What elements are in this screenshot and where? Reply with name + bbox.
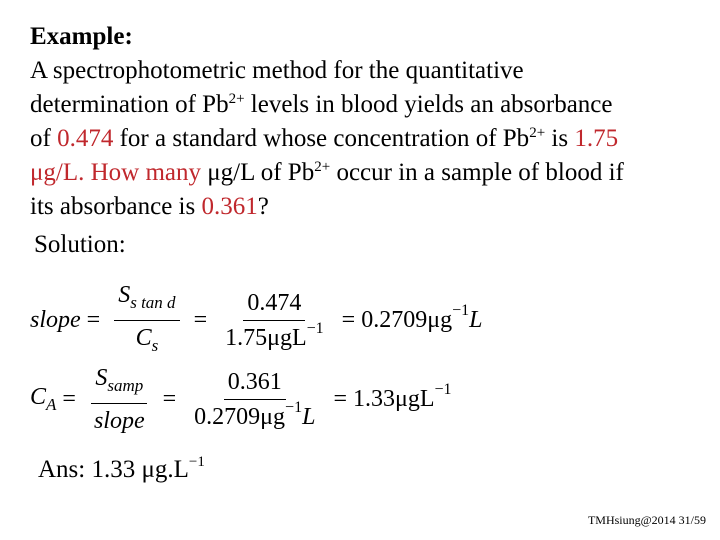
problem-line-4-end: occur in a sample of blood if [330,159,624,186]
sample-absorbance: 0.361 [201,193,258,220]
problem-line-1: A spectrophotometric method for the quantitative [30,57,524,84]
equals-sign: = [333,386,347,412]
problem-line-3-mid: for a standard whose concentration of Pb [113,125,530,152]
concentration-lhs [30,384,56,415]
problem-line-4-post: of Pb [254,159,315,186]
signal-symbol: S [95,365,108,391]
equals-sign: = [86,307,101,333]
fraction-numerator [91,363,147,404]
signal-symbol: S [118,282,131,308]
exponent: −1 [434,381,452,398]
answer-line [38,455,205,485]
problem-line-3-mid2: is [545,125,575,152]
concentration-subscript: s [151,336,159,355]
concentration-equation [30,363,452,436]
question-unit: μg/L [207,159,255,186]
ion-charge: 2+ [314,159,331,175]
concentration-value-fraction [190,367,319,432]
problem-line-3-pre: of [30,125,58,152]
question-phrase: How many [84,159,208,186]
problem-statement [30,20,700,224]
fraction-numerator: 0.474 [243,288,305,321]
fraction-denominator [221,321,328,353]
exponent: −1 [306,320,324,337]
equals-sign: = [341,307,356,333]
concentration-result [352,381,452,413]
result-unit: L [469,307,483,333]
fraction-denominator [190,400,319,432]
slope-definition-fraction [114,280,179,361]
signal-subscript: s tan d [130,293,176,312]
slope-result [361,302,483,334]
concentration-definition-fraction [90,363,149,436]
fraction-numerator: 0.361 [224,367,286,400]
example-heading: Example: [30,23,133,50]
slope-lhs: slope [30,307,81,333]
fraction-denominator [132,321,163,361]
fraction-numerator [114,280,179,321]
problem-line-2-post: levels in blood yields an absorbance [244,91,613,118]
exponent: −1 [285,399,303,416]
result-value: 1.33μgL [352,386,435,412]
ion-charge: 2+ [529,125,546,141]
standard-absorbance: 0.474 [57,125,114,152]
denominator-unit: L [302,404,316,430]
equals-sign: = [62,386,76,412]
answer-exponent: −1 [188,454,205,470]
problem-line-5-pre: its absorbance is [30,193,202,220]
problem-line-2-pre: determination of Pb [30,91,229,118]
denominator-value: 0.2709μg [194,404,286,430]
concentration-subscript: A [46,395,57,414]
problem-line-5-end: ? [257,193,269,220]
ion-charge: 2+ [228,91,245,107]
answer-text: Ans: 1.33 μg.L [38,456,189,483]
standard-concentration: 1.75 [574,125,619,152]
equals-sign: = [193,307,208,333]
slope-value-fraction [221,288,328,353]
result-value: 0.2709μg [361,307,453,333]
slope-equation [30,280,482,361]
fraction-denominator: slope [93,408,145,434]
exponent: −1 [452,302,470,319]
solution-label: Solution: [34,231,126,258]
concentration-symbol: C [30,384,47,410]
concentration-unit: μg/L. [30,159,85,186]
concentration-symbol: C [135,325,152,351]
equals-sign: = [162,386,177,412]
slide-footer: TMHsiung@2014 31/59 [587,513,706,527]
denominator-value: 1.75μgL [225,325,307,351]
signal-subscript: samp [107,376,144,395]
